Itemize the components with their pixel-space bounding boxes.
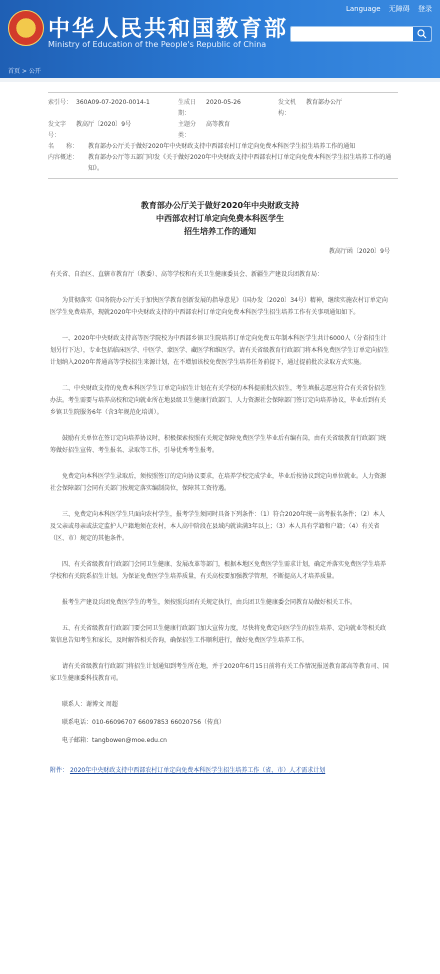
topic-value: 高等教育 [206,121,231,128]
breadcrumb[interactable]: 首页 > 公开 [8,68,41,75]
content-value: 教育部办公厅等五部门印发《关于做好2020年中央财政支持中西部农村订单定向免费本科医学生招生培养工作的通知》。 [88,154,392,172]
site-subtitle: Ministry of Education of the People's Republic of China [48,40,267,49]
paragraph: 二、中央财政支持的免费本科医学生订单定向招生计划在有关学校的本科提前批次招生，考生填报志愿应符合有关省份招生办法。考生需要与培养高校和定向就业所在地县级卫生健康行政部门、人力资源社会保障部门签订定向培养协议，毕业后到有关乡镇卫生院服务6年（含3年规范化培训）。 [50,385,387,416]
paragraph: 鼓励有关单位在签订定向培养协议时，积极探索按照有关规定保障免费医学生毕业后有编有岗，由有关省级教育行政部门统筹做好招生宣传、考生报名、录取等工作，引导优秀考生报考。 [50,435,387,454]
language-link[interactable]: Language [345,5,381,13]
gen-date-value: 2020-05-26 [206,99,241,106]
content-label: 内容概述： [48,154,79,161]
docno-label: 发文字号： [48,121,67,139]
attachment-label: 附件： [50,767,69,774]
paragraph: 为贯彻落实《国务院办公厅关于加快医学教育创新发展的指导意见》（国办发〔2020〕34号）精神，继续实施农村订单定向医学生免费培养，现就2020年中央财政支持的中西部农村订单定向免费本科医学生招生培养工作有关事项通知如下。 [50,297,388,316]
main-content [0,82,440,974]
title-line: 中西部农村订单定向免费本科医学生 [156,214,284,223]
paragraph: 五、有关省级教育行政部门要会同卫生健康行政部门加大宣传力度，尽快将免费定向医学生的招生培养、定向就业等相关政策信息告知考生和家长，及时解答相关咨询，确保招生工作顺利进行，做好免费医学生培养工作。 [50,625,387,644]
paragraph: 三、免费定向本科医学生只面向农村学生，报考学生须同时具备下列条件：（1）符合2020年统一高考报名条件；（2）本人及父亲或母亲或法定监护人户籍地须在农村，本人高中阶段在县域内就读满3年以上；（3）本人具有学籍和户籍；（4）有关省（区、市）规定的其他条件。 [50,511,385,542]
paragraph: 请有关省级教育行政部门将招生计划通知到考生所在地，并于2020年6月15日前将有关工作情况报送教育部高等教育司、国家卫生健康委科技教育司。 [50,663,389,682]
title-line: 教育部办公厅关于做好2020年中央财政支持 [140,201,300,210]
topic-label: 主题分类： [178,121,197,139]
paragraph: 免费定向本科医学生录取后，须按照签订的定向协议要求，在培养学校完成学业，毕业后按协议到定向单位就业。人力资源社会保障部门会同有关部门按规定落实编制岗位，保障其工资待遇。 [50,473,387,492]
title-label: 名 称： [48,143,79,150]
site-title[interactable]: 中华人民共和国教育部 [48,17,289,42]
index-label: 索引号： [48,99,73,106]
login-link[interactable]: 登录 [418,5,432,13]
document-body [0,199,440,774]
meta-row [48,152,398,174]
issuer-label: 发文机构： [278,99,297,117]
issuer-value: 教育部办公厅 [306,99,343,106]
site-header [0,0,440,78]
title-line: 招生培养工作的通知 [184,227,256,236]
contact-person: 联系人：谢博文 周超 [62,701,118,708]
meta-row [48,141,398,152]
meta-row [48,97,398,119]
document-title [50,199,390,238]
accessibility-link[interactable]: 无障碍 [388,5,410,13]
attachment [50,765,390,774]
attachment-link[interactable]: 2020年中央财政支持中西部农村订单定向免费本科医学生招生培养工作（省、市）人才需求计划 [69,767,326,774]
gen-date-label: 生成日期： [178,99,197,117]
search-input[interactable] [290,26,432,42]
recipients: 有关省、自治区、直辖市教育厅（教委）、高等学校和有关卫生健康委员会、新疆生产建设兵团教育局： [50,271,324,278]
meta-row [48,119,398,141]
top-links [340,4,432,14]
search-icon [417,29,427,39]
search-button[interactable] [413,27,431,41]
index-value: 360A09-07-2020-0014-1 [76,99,150,106]
paragraph: 四、有关省级教育行政部门会同卫生健康、发展改革等部门，根据本地区免费医学生需求计划，确定并落实免费医学生培养学校和有关院系招生计划。为保证免费医学生培养质量，有关高校要加强教学管理，不断提高人才培养质量。 [50,561,387,580]
national-emblem-icon [8,10,44,46]
paragraph: 一、2020年中央财政支持高等医学院校为中西部乡镇卫生院培养订单定向免费五年制本科医学生共计6000人（分省招生计划另行下达），专业包括临床医学、中医学、蒙医学、藏医学和维医学。请有关省级教育行政部门将本科免费医学生订单定向招生计划纳入2020年普通高等学校招生来源计划，在不增加该校免费医学生培养任务前提下，通过提前批次录取方式实施。 [50,335,390,366]
paragraph: 报考生产建设兵团免费医学生的考生，须按照兵团有关规定执行，由兵团卫生健康委会同教育局做好相关工作。 [62,599,357,606]
contact-phone: 联系电话：010-66096707 66097853 66020756（传真） [62,719,226,726]
title-value: 教育部办公厅关于做好2020年中央财政支持中西部农村订单定向免费本科医学生招生培养工作的通知 [88,143,356,150]
document-metadata [48,92,398,179]
contact-email[interactable]: 电子邮箱：tangbowen@moe.edu.cn [62,737,167,744]
docno-value: 教高厅〔2020〕9号 [76,121,132,128]
document-number: 教高厅函〔2020〕9号 [328,248,390,255]
